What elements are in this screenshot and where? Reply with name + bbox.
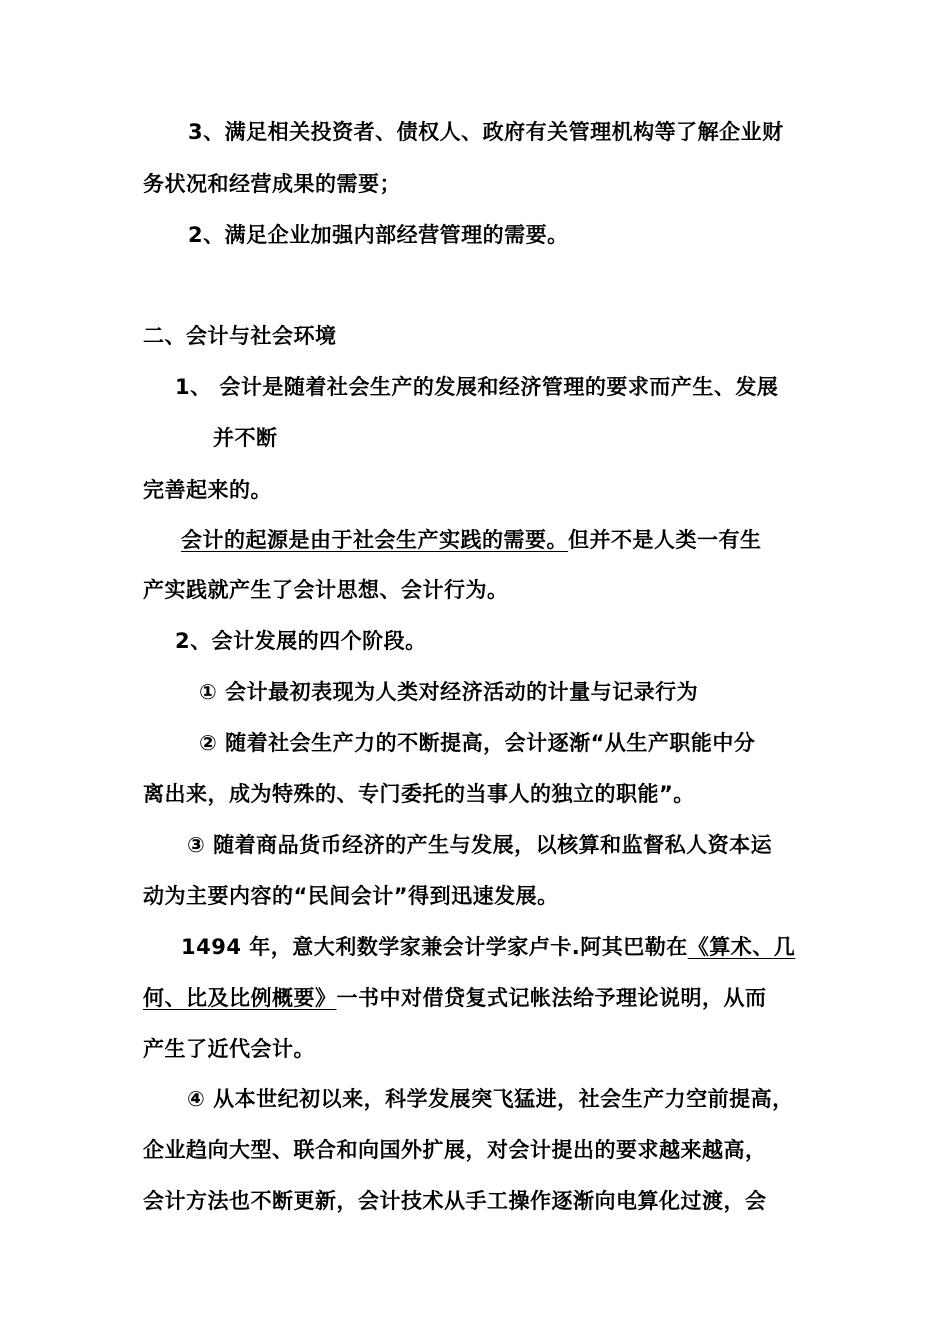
paragraph-line	[143, 1187, 767, 1215]
section-heading	[143, 322, 337, 350]
text-run: ② 随着社会生产力的不断提高，会计逐渐“从生产职能中分	[199, 731, 756, 755]
paragraph-line	[143, 476, 272, 504]
text-run: 产生了近代会计。	[143, 1037, 315, 1061]
list-item	[175, 373, 778, 401]
paragraph-line	[143, 984, 767, 1012]
list-item	[187, 1085, 794, 1113]
text-run: 动为主要内容的“民间会计”得到迅速发展。	[143, 884, 559, 908]
paragraph-line	[213, 424, 278, 452]
paragraph-line	[143, 780, 695, 808]
paragraph-line	[181, 526, 762, 554]
paragraph-line	[181, 933, 795, 961]
text-run: 一书中对借贷复式记帐法给予理论说明，从而	[336, 986, 767, 1010]
paragraph-line	[188, 221, 569, 249]
paragraph-line	[143, 1136, 767, 1164]
text-run: 离出来，成为特殊的、专门委托的当事人的独立的职能”。	[143, 782, 695, 806]
text-run: 产实践就产生了会计思想、会计行为。	[143, 578, 509, 602]
list-item	[199, 729, 755, 757]
underlined-text: 何、比及比例概要》	[143, 986, 337, 1010]
list-item	[175, 627, 427, 655]
text-run: 2、会计发展的四个阶段。	[175, 629, 427, 653]
text-run: 但并不是人类一有生	[568, 528, 762, 552]
paragraph-line	[143, 170, 401, 198]
text-run: 3、满足相关投资者、债权人、政府有关管理机构等了解企业财	[188, 120, 784, 144]
text-run: 企业趋向大型、联合和向国外扩展，对会计提出的要求越来越高，	[143, 1138, 767, 1162]
text-run: ③ 随着商品货币经济的产生与发展，以核算和监督私人资本运	[187, 833, 773, 857]
text-run: 务状况和经营成果的需要；	[143, 172, 401, 196]
paragraph-line	[143, 576, 509, 604]
paragraph-line	[143, 882, 559, 910]
underlined-text: 会计的起源是由于社会生产实践的需要。	[181, 528, 568, 552]
paragraph-line	[188, 118, 784, 146]
text-run: 二、会计与社会环境	[143, 324, 337, 348]
text-run: 1494 年，意大利数学家兼会计学家卢卡.阿其巴勒在	[181, 935, 688, 959]
text-run: 并不断	[213, 426, 278, 450]
text-run: 完善起来的。	[143, 478, 272, 502]
list-item	[199, 678, 698, 706]
underlined-text: 《算术、几	[687, 935, 796, 959]
text-run: 会计方法也不断更新，会计技术从手工操作逐渐向电算化过渡，会	[143, 1189, 767, 1213]
text-run: 2、满足企业加强内部经营管理的需要。	[188, 223, 569, 247]
text-run: ① 会计最初表现为人类对经济活动的计量与记录行为	[199, 680, 699, 704]
text-run: 1、 会计是随着社会生产的发展和经济管理的要求而产生、发展	[175, 375, 779, 399]
list-item	[187, 831, 772, 859]
text-run: ④ 从本世纪初以来，科学发展突飞猛进，社会生产力空前提高，	[187, 1087, 794, 1111]
paragraph-line	[143, 1035, 315, 1063]
